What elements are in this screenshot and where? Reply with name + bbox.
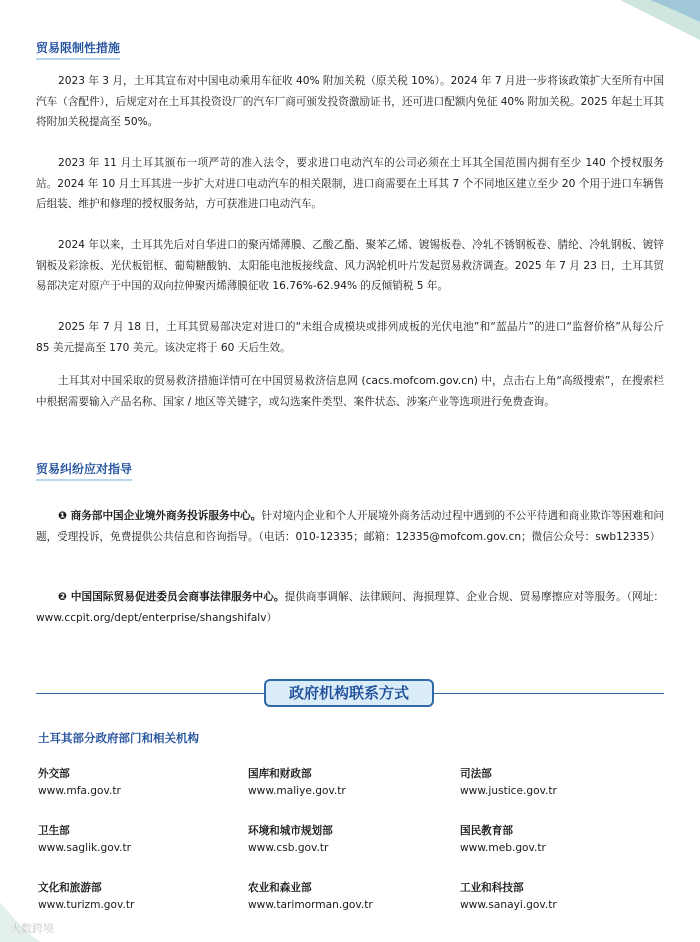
gov-entry bbox=[460, 766, 660, 800]
gov-entry bbox=[38, 823, 238, 857]
paragraph: 2023 年 3 月，土耳其宣布对中国电动乘用车征收 40% 附加关税（原关税 10%）。2024 年 7 月进一步将该政策扩大至所有中国汽车（含配件），后规定对在土耳其投资设厂的汽车厂商可颁发投资激励证书，还可进口配额内免征 40% 附加关税。2025 年起土耳其将附加关税提高至 50%。 bbox=[36, 75, 664, 128]
gov-entry-url[interactable]: www.justice.gov.tr bbox=[460, 785, 557, 797]
gov-entry bbox=[460, 880, 660, 914]
gov-entry-url[interactable]: www.sanayi.gov.tr bbox=[460, 899, 557, 911]
guidance-item-body: 提供商事调解、法律顾问、海损理算、企业合规、贸易摩擦应对等服务。（网址：www.ccpit.org/dept/enterprise/shangshifalv） bbox=[36, 591, 665, 624]
gov-subheading: 土耳其部分政府部门和相关机构 bbox=[38, 731, 199, 745]
gov-entry-name: 工业和科技部 bbox=[460, 882, 524, 894]
gov-entry-name: 国民教育部 bbox=[460, 825, 513, 837]
section-heading-trade-restrictions: 贸易限制性措施 bbox=[36, 40, 120, 60]
gov-entry-url[interactable]: www.saglik.gov.tr bbox=[38, 842, 132, 854]
gov-entry-url[interactable]: www.tarimorman.gov.tr bbox=[248, 899, 373, 911]
corner-decoration bbox=[580, 0, 700, 40]
guidance-item bbox=[36, 506, 664, 547]
gov-entry bbox=[460, 823, 660, 857]
gov-entry-url[interactable]: www.turizm.gov.tr bbox=[38, 899, 135, 911]
paragraph: 2023 年 11 月土耳其颁布一项严苛的准入法令，要求进口电动汽车的公司必须在土耳其全国范围内拥有至少 140 个授权服务站。2024 年 10 月土耳其进一步扩大对进口电动汽车的相关限制，进口商需要在土耳其 7 个不同地区建立至少 20 个用于进口车辆售后组装、维护和修理的授权服务站，方可获准进口电动汽车。 bbox=[36, 157, 664, 210]
watermark: 大数跨境 bbox=[10, 922, 54, 935]
gov-entry-url[interactable]: www.maliye.gov.tr bbox=[248, 785, 346, 797]
contact-banner: 政府机构联系方式 bbox=[264, 679, 434, 707]
gov-entry-name: 国库和财政部 bbox=[248, 768, 312, 780]
gov-entry-url[interactable]: www.meb.gov.tr bbox=[460, 842, 546, 854]
banner-divider bbox=[434, 693, 664, 694]
gov-entry-name: 农业和森业部 bbox=[248, 882, 312, 894]
gov-entry bbox=[248, 823, 448, 857]
gov-entry-name: 外交部 bbox=[38, 768, 70, 780]
gov-entry-name: 环境和城市规划部 bbox=[248, 825, 333, 837]
gov-entry bbox=[38, 880, 238, 914]
banner-divider bbox=[36, 693, 264, 694]
section-heading-dispute-guidance: 贸易纠纷应对指导 bbox=[36, 461, 132, 481]
gov-entry-name: 司法部 bbox=[460, 768, 492, 780]
guidance-item-title: ❷ 中国国际贸易促进委员会商事法律服务中心。 bbox=[58, 591, 285, 603]
gov-entry-name: 卫生部 bbox=[38, 825, 70, 837]
gov-entry-url[interactable]: www.mfa.gov.tr bbox=[38, 785, 121, 797]
gov-entry bbox=[248, 880, 448, 914]
guidance-item bbox=[36, 587, 664, 628]
paragraph: 土耳其对中国采取的贸易救济措施详情可在中国贸易救济信息网 (cacs.mofcom.gov.cn) 中，点击右上角“高级搜索”，在搜索栏中根据需要输入产品名称、国家 / 地区等关键字，或勾选案件类型、案件状态、涉案产业等选项进行免费查询。 bbox=[36, 375, 664, 408]
guidance-item-title: ❶ 商务部中国企业境外商务投诉服务中心。 bbox=[58, 510, 262, 522]
paragraph: 2025 年 7 月 18 日，土耳其贸易部决定对进口的“未组合成模块或排列成板的光伏电池”和“蓝晶片”的进口“监督价格”从每公斤 85 美元提高至 170 美元。该决定将于 60 天后生效。 bbox=[36, 321, 664, 354]
gov-entry-name: 文化和旅游部 bbox=[38, 882, 102, 894]
gov-entry-url[interactable]: www.csb.gov.tr bbox=[248, 842, 329, 854]
gov-entry bbox=[38, 766, 238, 800]
paragraph: 2024 年以来，土耳其先后对自华进口的聚丙烯薄膜、乙酸乙酯、聚苯乙烯、镀锡板卷、冷轧不锈钢板卷、腈纶、冷轧钢板、镀锌钢板及彩涂板、光伏板铝框、葡萄糖酸钠、太阳能电池板接线盒、风力涡轮机叶片发起贸易救济调查。2025 年 7 月 23 日，土耳其贸易部决定对原产于中国的双向拉伸聚丙烯薄膜征收 16.76%-62.94% 的反倾销税 5 年。 bbox=[36, 239, 664, 292]
guidance-item-body: 针对境内企业和个人开展境外商务活动过程中遇到的不公平待遇和商业欺诈等困难和问题，受理投诉，免费提供公共信息和咨询指导。（电话：010-12335；邮箱：12335@mofcom.gov.cn；微信公众号：swb12335） bbox=[36, 510, 665, 543]
gov-entry bbox=[248, 766, 448, 800]
